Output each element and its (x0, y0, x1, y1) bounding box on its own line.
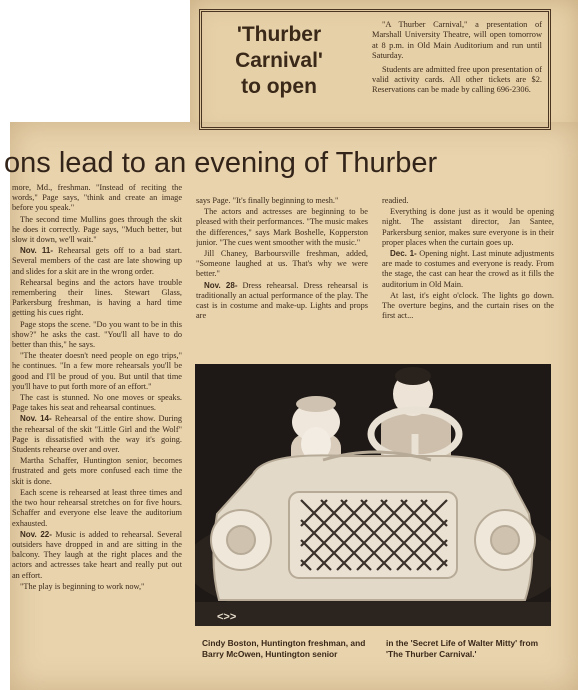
paragraph-text: The second time Mullins goes through the skit he does it correctly. Page says, "Much better, but slow it down, we'll wait." (12, 214, 182, 245)
article-column-3 (382, 196, 554, 342)
article-paragraph (382, 207, 554, 248)
article-headline: ons lead to an evening of Thurber (4, 147, 438, 179)
announcement-headline-line: Carnival' (235, 49, 323, 72)
article-paragraph (12, 582, 182, 592)
announcement-box (199, 9, 551, 130)
date-lead: Nov. 28- (204, 280, 238, 290)
announcement-text (372, 20, 542, 99)
announcement-headline-line: 'Thurber (236, 23, 322, 46)
article-paragraph (382, 291, 554, 322)
paragraph-text: The cast is stunned. No one moves or speaks. Page takes his seat and rehearsal continues. (12, 393, 182, 413)
date-lead: Nov. 11- (20, 246, 53, 256)
article-paragraph (12, 183, 182, 214)
paragraph-text: Rehearsal begins and the actors have trouble remembering their lines. Stewart Glass, Parkersburg freshman, is having a hard time getting his cues right. (12, 277, 182, 318)
announcement-headline (214, 22, 344, 100)
paragraph-text: Rehearsal of the entire show. During the rehearsal of the skit "Little Girl and the Wolf" Page is dissatisfied with the way it's going. Students rehearse over and over. (12, 414, 182, 455)
announcement-paragraph: "A Thurber Carnival," a presentation of Marshall University Theatre, will open tomorrow at 8 p.m. in Old Main Auditorium and run until Saturday. (372, 20, 542, 61)
paragraph-text: Everything is done just as it would be opening night. The assistant director, Jan Santee, Parkersburg senior, makes sure everyone is in their proper places when the curtain goes up. (382, 207, 554, 247)
article-paragraph (12, 456, 182, 487)
article-paragraph (12, 215, 182, 246)
paragraph-text: The actors and actresses are beginning to be pleased with their performances. "The music makes the differences," says Mark Boshelle, Kopperston junior. "The cues went smoother with the music." (196, 207, 368, 247)
article-column-1 (12, 183, 182, 653)
paragraph-text: Page stops the scene. "Do you want to be in this show?" he asks the cast. "You'll all have to do better than this," he says. (12, 319, 182, 350)
paragraph-text: "The theater doesn't need people on ego trips," he continues. "In a few more rehearsals you'll be good and I'll be proud of you. But until that time you'll have to put forth more of an effort." (12, 351, 182, 391)
article-paragraph (196, 196, 368, 206)
article-paragraph (196, 281, 368, 322)
cardboard-car (211, 455, 535, 600)
article-paragraph (12, 320, 182, 351)
photo-caption-left: Cindy Boston, Huntington freshman, and Barry McOwen, Huntington senior (202, 638, 366, 659)
paragraph-text: Dress rehearsal. Dress rehearsal is traditionally an actual performance of the play. The cast is in costume and make-up. Lights and props are (196, 280, 368, 321)
car-label: <>> (217, 611, 237, 623)
paragraph-text: "The play is beginning to work now," (20, 581, 145, 591)
article-paragraph (196, 207, 368, 248)
article-paragraph (382, 249, 554, 290)
date-lead: Dec. 1- (390, 249, 417, 259)
paragraph-text: readied. (382, 196, 409, 205)
article-paragraph (196, 249, 368, 280)
paragraph-text: At last, it's eight o'clock. The lights go down. The overture begins, and the curtain rises on the first act... (382, 290, 554, 321)
paragraph-text: more, Md., freshman. "Instead of reciting the words," Page says, "think and create an image before you speak." (12, 183, 182, 213)
article-paragraph (12, 488, 182, 529)
article-photo (195, 364, 551, 626)
article-paragraph (12, 246, 182, 277)
paragraph-text: Jill Chaney, Barboursville freshman, added, "Someone laughed at us. That's why we were better." (196, 249, 368, 279)
photo-illustration (195, 364, 551, 626)
paragraph-text: says Page. "It's finally beginning to mesh." (196, 196, 339, 205)
paragraph-text: Each scene is rehearsed at least three times and the two hour rehearsal stretches on for five hours. Schaffer and everyone else leave the auditorium exhausted. (12, 487, 182, 528)
paragraph-text: Rehearsal gets off to a bad start. Several members of the cast are late showing up and slides for a skit are in the wrong order. (12, 246, 182, 276)
article-column-2 (196, 196, 368, 342)
date-lead: Nov. 14- (20, 414, 52, 424)
photo-caption-right: in the 'Secret Life of Walter Mitty' from 'The Thurber Carnival.' (386, 638, 539, 659)
paragraph-text: Music is added to rehearsal. Several outsiders have dropped in and are sitting in the balcony. They laugh at the right places and the actors and actresses take heart and really put out an effort. (12, 529, 182, 580)
article-paragraph (12, 351, 182, 392)
article-paragraph (12, 414, 182, 455)
date-lead: Nov. 22- (20, 529, 52, 539)
paragraph-text: Martha Schaffer, Huntington senior, becomes frustrated and gets more confused each time the skit is done. (12, 456, 182, 486)
article-paragraph (12, 393, 182, 413)
announcement-paragraph: Students are admitted free upon presentation of valid activity cards. All other tickets are $2. Reservations can be made by calling 696-2306. (372, 64, 542, 95)
announcement-headline-line: to open (241, 75, 317, 98)
article-paragraph (382, 196, 554, 206)
article-paragraph (12, 530, 182, 581)
article-paragraph (12, 278, 182, 319)
paragraph-text: Opening night. Last minute adjustments are made to costumes and everyone is ready. From the stage, the cast can hear the crowd as it fills the auditorium in Old Main. (382, 249, 554, 289)
